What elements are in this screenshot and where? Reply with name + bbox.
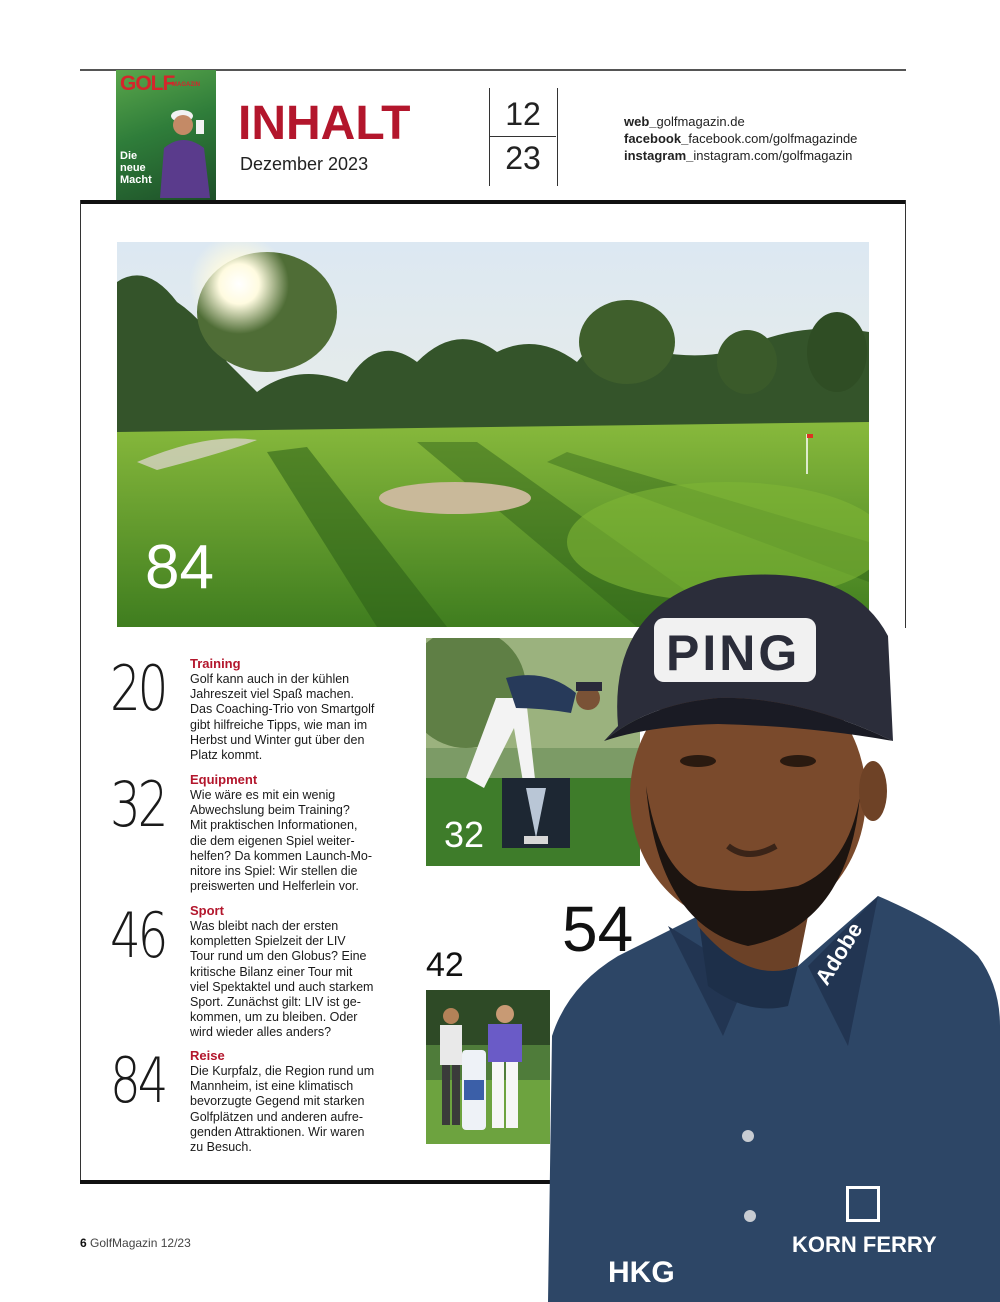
frame-left-rule xyxy=(80,200,81,1184)
magazine-cover-thumbnail xyxy=(116,70,216,200)
shirt-collar-logo: Adobe xyxy=(810,917,868,990)
issue-year: 23 xyxy=(505,140,541,176)
link-facebook[interactable]: facebook_facebook.com/golfmagazinde xyxy=(624,131,858,146)
frame-right-rule xyxy=(905,200,906,628)
toc-section-title: Training xyxy=(190,656,241,671)
link-web[interactable]: web_golfmagazin.de xyxy=(624,114,745,129)
toc-page-number: 46 xyxy=(110,899,166,972)
toc-section-title: Sport xyxy=(190,903,224,918)
link-instagram[interactable]: instagram_instagram.com/golfmagazin xyxy=(624,148,853,163)
caddie-photo[interactable] xyxy=(426,990,550,1144)
frame-bottom-rule xyxy=(80,1180,600,1184)
cover-headline: Die neue Macht xyxy=(120,150,152,186)
cover-logo-sub: MAGAZIN xyxy=(172,82,200,88)
page-footer xyxy=(80,1236,191,1250)
caddie-photo-page-number: 42 xyxy=(426,946,464,984)
liv-feature-page-number: 54 xyxy=(562,893,634,965)
cap-brand-label: PING xyxy=(666,625,801,681)
toc-description: Die Kurpfalz, die Region rund um Mannheim, ist eine klimatisch bevorzugte Gegend mit starken Golfplätzen und anderen aufre- genden Attraktionen. Wir waren zu Besuch. xyxy=(190,1064,375,1155)
shirt-sponsor-label: KORN FERRY xyxy=(792,1232,937,1257)
cover-player-image xyxy=(156,98,210,198)
toc-page-number: 84 xyxy=(110,1044,166,1117)
hero-page-number: 84 xyxy=(145,533,214,602)
issue-rule xyxy=(490,136,556,137)
training-photo-page-number: 32 xyxy=(444,814,485,855)
page-title: INHALT xyxy=(238,97,411,150)
player-portrait-cutout[interactable] xyxy=(548,566,1000,1302)
issue-date: Dezember 2023 xyxy=(240,154,369,174)
toc-description: Wie wäre es mit ein wenig Abwechslung beim Training? Mit praktischen Informationen, die dem eigenen Spiel weiter- helfen? Da kommen Launch-Mo- nitore ins Spiel: Wir stellen die preiswerten und Helferlein vor. xyxy=(190,788,373,894)
frame-top-rule xyxy=(80,200,906,204)
toc-section-title: Reise xyxy=(190,1048,225,1063)
toc-page-number: 32 xyxy=(110,768,166,841)
toc-page-number: 20 xyxy=(110,652,166,725)
issue-divider-right xyxy=(557,88,558,186)
toc-description: Was bleibt nach der ersten kompletten Spielzeit der LIV Tour rund um den Globus? Eine kritische Bilanz einer Tour mit viel Spektaktel und auch starkem Sport. Zunächst gilt: LIV ist ge- kommen, um zu bleiben. Oder wird wieder alles anders? xyxy=(190,919,374,1040)
footer-label: GolfMagazin 12/23 xyxy=(90,1236,191,1250)
footer-page-number: 6 xyxy=(80,1236,87,1250)
issue-month: 12 xyxy=(505,96,541,132)
cover-logo: GOLF xyxy=(120,72,175,95)
social-links xyxy=(624,113,857,164)
toc-description: Golf kann auch in der kühlen Jahreszeit viel Spaß machen. Das Coaching-Trio von Smartgolf gibt hilfreiche Tipps, wie man im Herbst und Winter gut über den Platz kommt. xyxy=(190,672,375,763)
korn-ferry-icon xyxy=(846,1186,880,1222)
toc-section-title: Equipment xyxy=(190,772,258,787)
shirt-sponsor-2-label: HKG xyxy=(608,1256,675,1289)
